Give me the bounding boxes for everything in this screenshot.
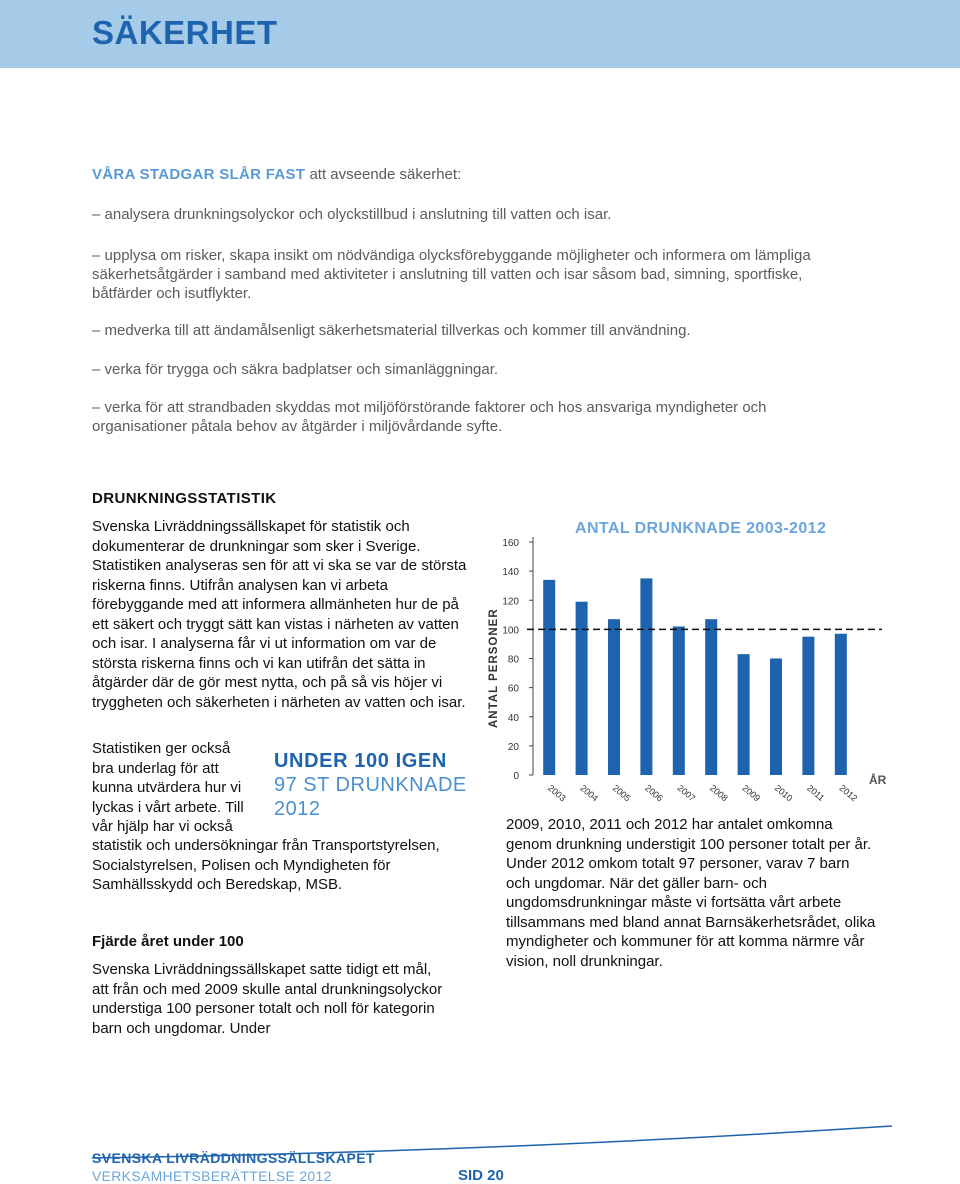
y-tick-label: 140 <box>502 567 519 579</box>
stadgar-lead-rest: att avseende säkerhet: <box>305 166 462 183</box>
bar <box>640 578 652 775</box>
bar <box>576 602 588 775</box>
right-paragraph: 2009, 2010, 2011 och 2012 har antalet omkomna genom drunkning understigit 100 personer totalt per år. Under 2012 omkom totalt 97 personer, varav 7 barn och ungdomar. När det gäller barn- och ungdomsdrunkningar måste vi fortsätta vårt arbete tillsammans med bland annat Barnsäkerhetsrådet, olika myndigheter och kommuner för att komma närmre vår vision, noll drunkningar. <box>506 816 876 970</box>
x-tick-label: 2003 <box>545 782 568 804</box>
stadgar-item: – verka för trygga och säkra badplatser och simanläggningar. <box>92 361 499 378</box>
y-tick-label: 0 <box>513 771 519 782</box>
section-heading: DRUNKNINGSSTATISTIK <box>92 490 277 507</box>
bar <box>835 634 847 775</box>
x-tick-label: 2009 <box>740 782 763 804</box>
stats-paragraph-narrow <box>92 739 272 837</box>
y-tick-label: 80 <box>507 654 519 666</box>
x-tick-label: 2004 <box>578 782 601 804</box>
stadgar-item: – analysera drunkningsolyckor och olyckstillbud i anslutning till vatten och isar. <box>92 206 612 223</box>
text-line: lyckas i vårt arbete. Till <box>92 798 244 816</box>
bar <box>673 626 685 775</box>
chart-y-axis-label: ANTAL PERSONER <box>488 608 500 728</box>
callout <box>274 750 467 821</box>
text-line: Statistiken ger också <box>92 740 231 757</box>
bar <box>738 654 750 775</box>
callout-title: UNDER 100 IGEN <box>274 750 447 772</box>
text-line: bra underlag för att <box>92 759 219 777</box>
sub-heading: Fjärde året under 100 <box>92 933 244 950</box>
bar <box>802 637 814 775</box>
stadgar-lead: VÅRA STADGAR SLÅR FAST <box>92 166 306 183</box>
page-title: SÄKERHET <box>92 14 278 51</box>
x-tick-label: 2007 <box>675 782 698 804</box>
y-tick-label: 60 <box>507 683 519 695</box>
y-tick-label: 40 <box>507 712 519 724</box>
footer-org: SVENSKA LIVRÄDDNINGSSÄLLSKAPET <box>92 1150 375 1166</box>
stadgar-item: – verka för att strandbaden skyddas mot miljöförstörande faktorer och hos ansvariga myndigheter och organisationer påtala behov av åtgärder i miljövårdande syfte. <box>92 399 767 435</box>
stadgar-item: – medverka till att ändamålsenligt säkerhetsmaterial tillverkas och kommer till användning. <box>92 322 691 339</box>
bar <box>608 619 620 775</box>
x-tick-label: 2006 <box>643 782 665 804</box>
bar <box>770 659 782 776</box>
x-tick-label: 2005 <box>610 782 633 804</box>
x-tick-label: 2012 <box>837 782 860 804</box>
chart-x-axis-label: ÅR <box>869 773 887 787</box>
callout-line: 2012 <box>274 798 321 820</box>
text-line: vår hjälp har vi också <box>92 818 233 835</box>
x-tick-label: 2011 <box>805 782 827 803</box>
y-tick-label: 20 <box>507 741 519 753</box>
stadgar-item: – upplysa om risker, skapa insikt om nödvändiga olycksförebyggande möjligheter och informera om lämpliga säkerhetsåtgärder i samband med aktiviteter i anslutning till vatten och isar såsom bad, simning, sportfiske, båtfärder och isutflykter. <box>92 247 811 302</box>
footer-report: VERKSAMHETSBERÄTTELSE 2012 <box>92 1168 332 1184</box>
x-tick-label: 2010 <box>772 782 795 804</box>
stats-paragraph: Svenska Livräddningssällskapet för statistik och dokumenterar de drunkningar som sker i Sverige. Statistiken analyseras sen för att vi ska se var de största riskerna finns. Utifrån analysen kan vi arbeta förebyggande med att informera allmänheten hur de på ett säkert och tryggt sätt kan vistas i närheten av vatten och isar. I analyserna får vi ut information om var de största riskerna finns och vi kan utifrån det sätta in åtgärder där de gör mest nytta, och på så vis höjer vi tryggheten och säkerheten i närheten av vatten och isar. <box>92 518 467 711</box>
bar-chart <box>495 525 895 815</box>
y-tick-label: 160 <box>502 538 519 549</box>
y-tick-label: 100 <box>502 625 519 637</box>
chart-title: ANTAL DRUNKNADE 2003-2012 <box>575 520 827 537</box>
x-tick-label: 2008 <box>707 782 730 804</box>
text-line: kunna utvärdera hur vi <box>92 779 242 796</box>
stats-paragraph: Svenska Livräddningssällskapet satte tidigt ett mål, att från och med 2009 skulle antal drunkningsolyckor understiga 100 personer totalt och noll för kategorin barn och ungdomar. Under <box>92 961 443 1037</box>
page-number: SID 20 <box>458 1167 504 1184</box>
stadgar-intro <box>92 165 461 184</box>
bar <box>705 619 717 775</box>
stats-paragraph: statistik och undersökningar från Transportstyrelsen, Socialstyrelsen, Polisen och Myndigheten för Samhällsskydd och Beredskap, MSB. <box>92 837 440 893</box>
bar <box>543 580 555 775</box>
callout-line: 97 ST DRUNKNADE <box>274 774 467 796</box>
y-tick-label: 120 <box>502 596 519 608</box>
